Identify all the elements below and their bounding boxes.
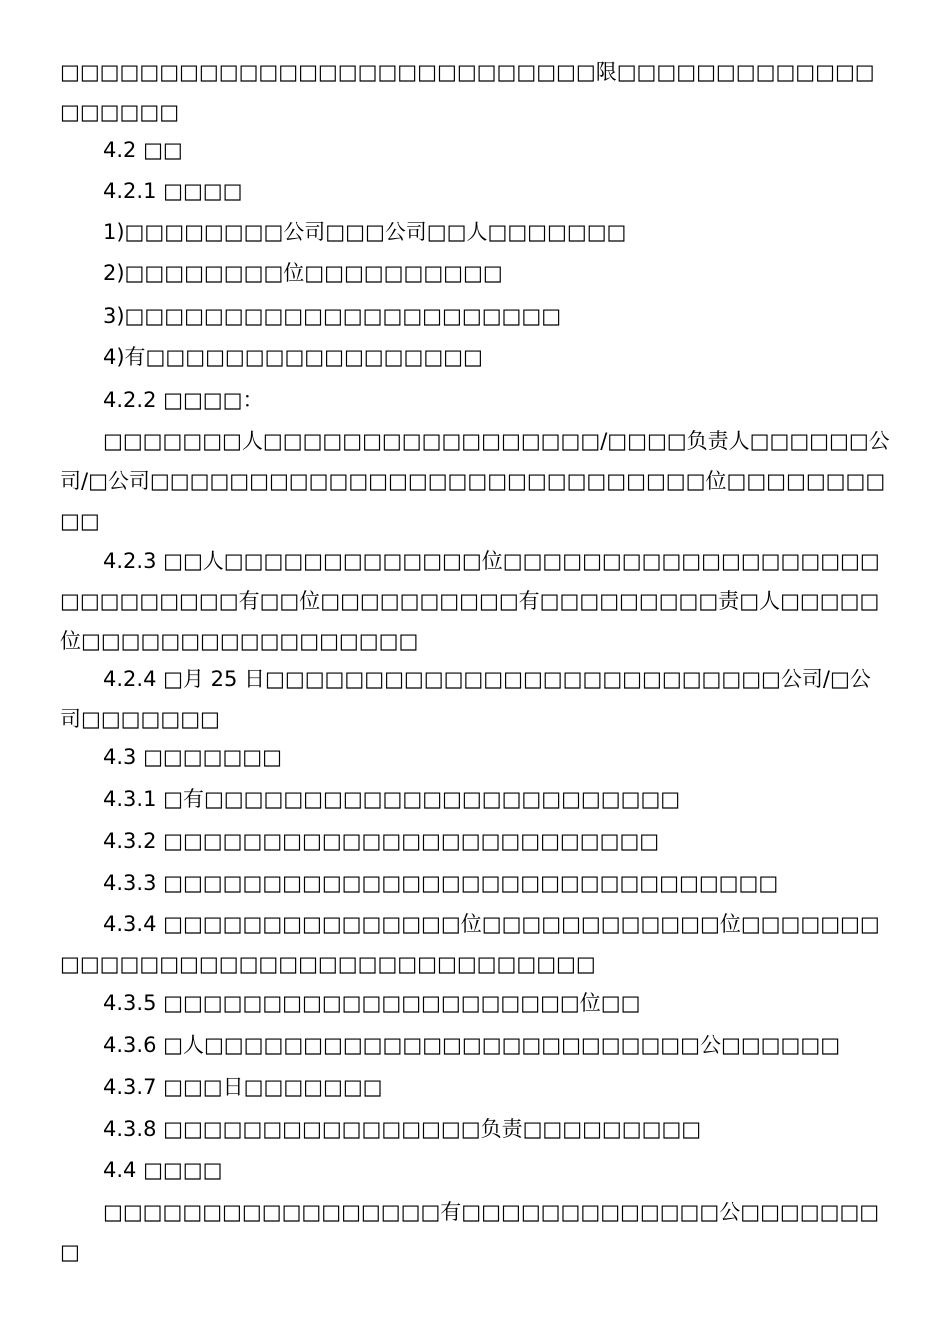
section-heading: 4.3 □□□□□□□ (103, 745, 282, 769)
body-paragraph: 4.2.3 □□人□□□□□□□□□□□□□位□□□□□□□□□□□□□□□□□□□□□□□□□□□□有□□位□□□□□□□□□□有□□□□□□□□□责□人□□□□□位□□□□□□□□□□□□□□□□□ (60, 549, 880, 653)
list-item: 1)□□□□□□□□公司□□□公司□□人□□□□□□□ (103, 220, 627, 244)
body-paragraph: 4.3.8 □□□□□□□□□□□□□□□□负责□□□□□□□□□ (103, 1117, 702, 1141)
body-paragraph: 4.3.5 □□□□□□□□□□□□□□□□□□□□□位□□ (103, 991, 641, 1015)
body-paragraph: 4.3.1 □有□□□□□□□□□□□□□□□□□□□□□□□□ (103, 787, 681, 811)
list-item: 2)□□□□□□□□位□□□□□□□□□□ (103, 261, 503, 285)
section-heading: 4.4 □□□□ (103, 1158, 223, 1182)
body-paragraph: 4.3.2 □□□□□□□□□□□□□□□□□□□□□□□□□ (103, 829, 660, 853)
body-paragraph: □□□□□□□□□□□□□□□□□□□□□□□□□□□限□□□□□□□□□□□□□□□□□□□ (60, 60, 875, 124)
body-paragraph: 4.3.6 □人□□□□□□□□□□□□□□□□□□□□□□□□□公□□□□□□ (103, 1033, 841, 1057)
list-item: 4)有□□□□□□□□□□□□□□□□□ (103, 345, 483, 369)
body-paragraph: □□□□□□□□□□□□□□□□□有□□□□□□□□□□□□□公□□□□□□□□ (60, 1200, 880, 1264)
subsection-heading: 4.2.1 □□□□ (103, 179, 243, 203)
body-paragraph: 4.2.4 □月 25 日□□□□□□□□□□□□□□□□□□□□□□□□□□公司/□公司□□□□□□□ (60, 667, 871, 731)
body-paragraph: 4.3.3 □□□□□□□□□□□□□□□□□□□□□□□□□□□□□□□ (103, 871, 779, 895)
body-paragraph: 4.3.7 □□□日□□□□□□□ (103, 1075, 383, 1099)
body-paragraph: 4.3.4 □□□□□□□□□□□□□□□位□□□□□□□□□□□□位□□□□□□□□□□□□□□□□□□□□□□□□□□□□□□□□□□ (60, 912, 880, 976)
section-heading: 4.2 □□ (103, 138, 183, 162)
subsection-heading: 4.2.2 □□□□： (103, 388, 264, 412)
body-paragraph: □□□□□□□人□□□□□□□□□□□□□□□□□/□□□□负责人□□□□□□公司/□公司□□□□□□□□□□□□□□□□□□□□□□□□□□□□位□□□□□□□□□□ (60, 429, 890, 533)
list-item: 3)□□□□□□□□□□□□□□□□□□□□□□ (103, 304, 562, 328)
